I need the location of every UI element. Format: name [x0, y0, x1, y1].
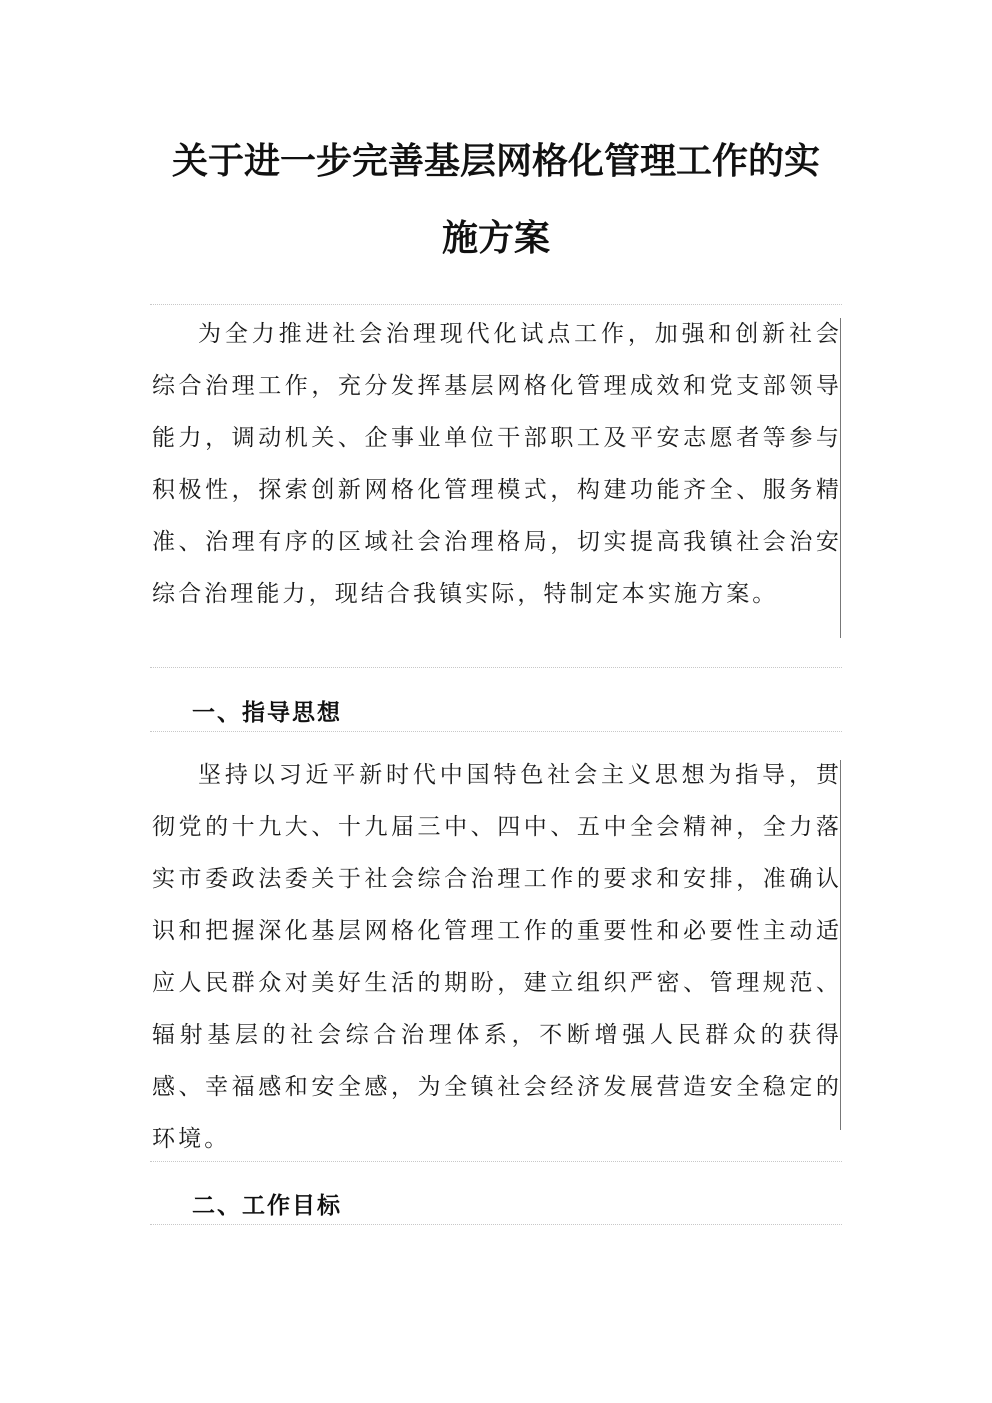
section-heading-guiding-ideology: 一、指导思想: [192, 700, 342, 726]
document-title-line-1: 关于进一步完善基层网格化管理工作的实: [171, 140, 820, 182]
document-title-line-2: 施方案: [441, 217, 550, 259]
paragraph-top-rule: [150, 1224, 842, 1225]
paragraph-top-rule: [150, 731, 842, 732]
guiding-ideology-paragraph: 坚持以习近平新时代中国特色社会主义思想为指导，贯彻党的十九大、十九届三中、四中、五中全会精神，全力落实市委政法委关于社会综合治理工作的要求和安排，准确认识和把握深化基层网格化管理工作的重要性和必要性主动适应人民群众对美好生活的期盼，建立组织严密、管理规范、辐射基层的社会综合治理体系，不断增强人民群众的获得感、幸福感和安全感，为全镇社会经济发展营造安全稳定的环境。: [152, 762, 842, 1152]
intro-paragraph: 为全力推进社会治理现代化试点工作，加强和创新社会综合治理工作，充分发挥基层网格化管理成效和党支部领导能力，调动机关、企事业单位干部职工及平安志愿者等参与积极性，探索创新网格化管理模式，构建功能齐全、服务精准、治理有序的区域社会治理格局，切实提高我镇社会治安综合治理能力，现结合我镇实际，特制定本实施方案。: [152, 321, 842, 607]
paragraph-top-rule: [150, 304, 842, 305]
paragraph-bottom-rule: [150, 667, 842, 668]
paragraph-bottom-rule: [150, 1161, 842, 1162]
section-heading-work-goals: 二、工作目标: [192, 1193, 342, 1219]
